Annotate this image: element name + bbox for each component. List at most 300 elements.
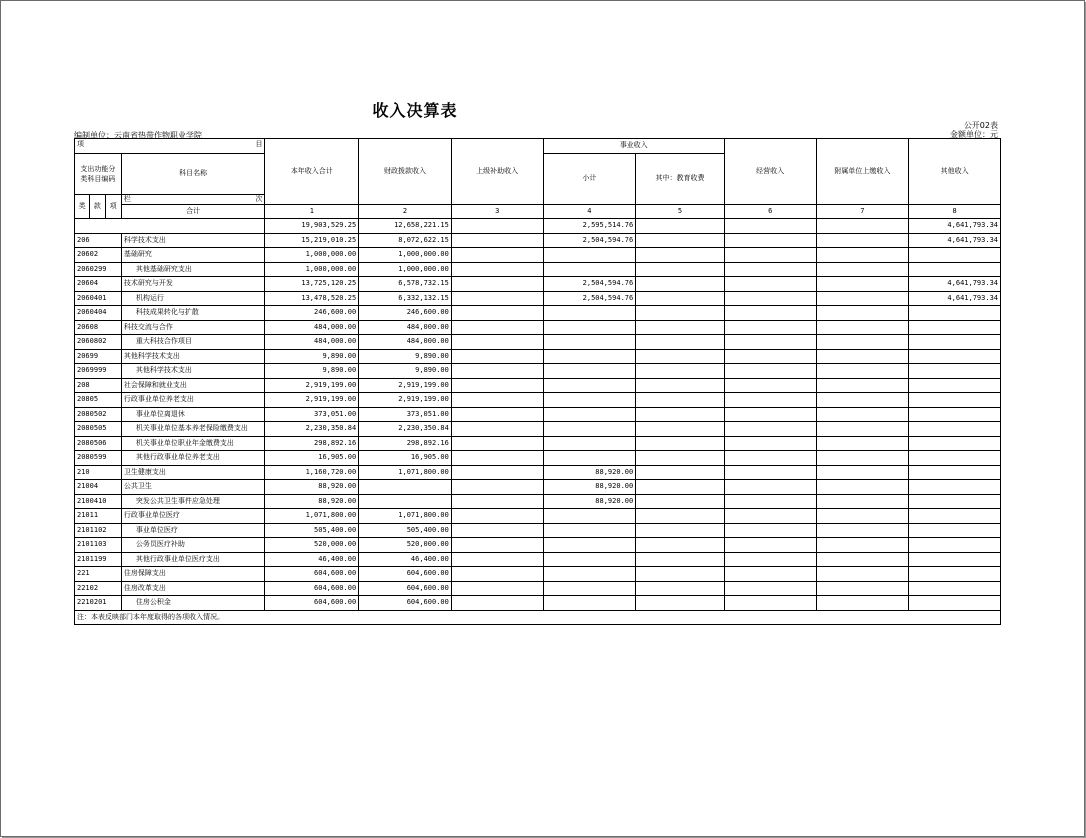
row-value: 1,071,800.00: [359, 465, 452, 480]
row-value: 88,920.00: [543, 465, 636, 480]
row-value: [636, 407, 725, 422]
row-name: 公共卫生: [121, 480, 265, 495]
row-value: 88,920.00: [265, 494, 359, 509]
row-value: [724, 291, 816, 306]
row-value: [636, 538, 725, 553]
row-value: 246,600.00: [265, 306, 359, 321]
row-value: [724, 451, 816, 466]
row-value: 2,919,199.00: [359, 393, 452, 408]
row-value: [543, 523, 636, 538]
table-row: [75, 480, 1001, 495]
col-number: 5: [636, 204, 725, 219]
row-name: 其他科学技术支出: [121, 364, 265, 379]
row-value: 604,600.00: [265, 581, 359, 596]
row-name: 公务员医疗补助: [121, 538, 265, 553]
row-code: 2080599: [75, 451, 122, 466]
row-value: [636, 364, 725, 379]
row-value: [816, 480, 909, 495]
row-value: 8,072,622.15: [359, 233, 452, 248]
row-name: 住房改革支出: [121, 581, 265, 596]
row-value: [816, 538, 909, 553]
table-row: [75, 523, 1001, 538]
table-row: [75, 422, 1001, 437]
table-row: [75, 465, 1001, 480]
row-value: 9,890.00: [359, 349, 452, 364]
row-value: [909, 248, 1001, 263]
row-value: [543, 393, 636, 408]
row-value: [816, 262, 909, 277]
row-value: [451, 538, 543, 553]
row-value: [909, 567, 1001, 582]
row-code: 2210201: [75, 596, 122, 611]
row-value: [909, 538, 1001, 553]
row-value: [359, 480, 452, 495]
row-value: [724, 422, 816, 437]
row-value: [451, 451, 543, 466]
row-value: [543, 451, 636, 466]
row-value: [451, 552, 543, 567]
row-value: [451, 436, 543, 451]
row-value: 2,230,350.84: [265, 422, 359, 437]
row-value: [724, 277, 816, 292]
row-value: [451, 349, 543, 364]
row-value: [909, 393, 1001, 408]
row-value: [909, 451, 1001, 466]
row-value: 1,071,800.00: [265, 509, 359, 524]
row-value: [451, 465, 543, 480]
row-value: [451, 567, 543, 582]
header-lei: 类: [75, 194, 90, 219]
row-name: 社会保障和就业支出: [121, 378, 265, 393]
table-row: [75, 393, 1001, 408]
row-value: [451, 407, 543, 422]
row-value: [636, 335, 725, 350]
row-value: [816, 422, 909, 437]
totals-row: [75, 219, 1001, 234]
row-code: 2069999: [75, 364, 122, 379]
row-value: [451, 581, 543, 596]
row-value: [359, 494, 452, 509]
row-value: [724, 407, 816, 422]
row-value: 2,919,199.00: [265, 378, 359, 393]
row-value: [636, 494, 725, 509]
row-code: 2060802: [75, 335, 122, 350]
row-value: [451, 393, 543, 408]
row-value: [909, 364, 1001, 379]
row-value: [636, 552, 725, 567]
table-row: [75, 364, 1001, 379]
row-value: [543, 378, 636, 393]
table-note: 注：本表反映部门本年度取得的各项收入情况。: [75, 610, 1001, 625]
row-value: [816, 596, 909, 611]
col-number: 6: [724, 204, 816, 219]
note-row: [75, 610, 1001, 625]
row-code: 21011: [75, 509, 122, 524]
row-value: [636, 320, 725, 335]
row-value: [636, 523, 725, 538]
row-value: [816, 248, 909, 263]
row-value: 46,400.00: [265, 552, 359, 567]
row-value: [543, 320, 636, 335]
row-value: [724, 596, 816, 611]
table-row: [75, 277, 1001, 292]
header-operating: 经营收入: [724, 139, 816, 205]
col-number: 4: [543, 204, 636, 219]
row-code: 20608: [75, 320, 122, 335]
row-code: 20699: [75, 349, 122, 364]
row-value: 2,504,594.76: [543, 277, 636, 292]
row-value: [636, 262, 725, 277]
header-xiang: 项: [105, 194, 121, 219]
row-value: [543, 364, 636, 379]
row-value: [816, 233, 909, 248]
total-cell: 19,903,529.25: [265, 219, 359, 234]
row-value: 2,919,199.00: [265, 393, 359, 408]
row-value: [724, 523, 816, 538]
row-value: 484,000.00: [265, 335, 359, 350]
col-number: 1: [265, 204, 359, 219]
row-value: [909, 523, 1001, 538]
row-value: [451, 480, 543, 495]
table-row: [75, 451, 1001, 466]
header-total: 本年收入合计: [265, 139, 359, 205]
row-code: 2101102: [75, 523, 122, 538]
row-value: 1,000,000.00: [265, 248, 359, 263]
row-value: [724, 233, 816, 248]
row-value: 298,892.16: [359, 436, 452, 451]
table-row: [75, 349, 1001, 364]
totals-row-label: [75, 219, 265, 234]
row-value: [816, 320, 909, 335]
row-value: 9,890.00: [265, 364, 359, 379]
row-code: 20604: [75, 277, 122, 292]
row-value: [724, 393, 816, 408]
row-value: [816, 523, 909, 538]
row-value: [636, 465, 725, 480]
lan-label: 栏: [123, 194, 131, 203]
row-value: [909, 581, 1001, 596]
row-code: 221: [75, 567, 122, 582]
table-row: [75, 407, 1001, 422]
form-number: 公开02表: [963, 121, 998, 130]
total-cell: [451, 219, 543, 234]
row-value: 484,000.00: [265, 320, 359, 335]
row-value: [636, 378, 725, 393]
table-row: [75, 335, 1001, 350]
row-value: 16,905.00: [359, 451, 452, 466]
row-value: 46,400.00: [359, 552, 452, 567]
organization-label: 编制单位：云南省热带作物职业学院: [74, 131, 202, 140]
header-lan-ci: [121, 194, 265, 204]
row-code: 2101199: [75, 552, 122, 567]
row-value: [636, 581, 725, 596]
row-value: 604,600.00: [359, 581, 452, 596]
table-row: [75, 233, 1001, 248]
row-value: [909, 422, 1001, 437]
row-value: 373,051.00: [359, 407, 452, 422]
row-name: 突发公共卫生事件应急处理: [121, 494, 265, 509]
row-value: [909, 306, 1001, 321]
row-name: 机关事业单位基本养老保险缴费支出: [121, 422, 265, 437]
row-value: [909, 494, 1001, 509]
row-name: 其他基础研究支出: [121, 262, 265, 277]
row-value: [724, 567, 816, 582]
row-value: [816, 465, 909, 480]
row-value: [816, 509, 909, 524]
total-cell: 4,641,793.34: [909, 219, 1001, 234]
row-value: [909, 480, 1001, 495]
mu-label: 目: [255, 140, 263, 148]
row-value: 484,000.00: [359, 335, 452, 350]
row-value: [451, 335, 543, 350]
row-name: 其他行政事业单位医疗支出: [121, 552, 265, 567]
row-value: [543, 422, 636, 437]
header-affiliated: 附属单位上缴收入: [816, 139, 909, 205]
row-value: [451, 262, 543, 277]
table-row: [75, 320, 1001, 335]
row-value: [636, 277, 725, 292]
row-value: [636, 509, 725, 524]
row-value: 88,920.00: [543, 494, 636, 509]
total-cell: 2,595,514.76: [543, 219, 636, 234]
row-value: [909, 378, 1001, 393]
row-value: [543, 509, 636, 524]
total-cell: [816, 219, 909, 234]
row-code: 206: [75, 233, 122, 248]
page-title: 收入决算表: [372, 101, 458, 120]
table-row: [75, 248, 1001, 263]
row-value: [724, 378, 816, 393]
row-value: 373,051.00: [265, 407, 359, 422]
row-value: [724, 335, 816, 350]
col-number: 3: [451, 204, 543, 219]
row-value: [543, 567, 636, 582]
row-value: [543, 538, 636, 553]
table-row: [75, 581, 1001, 596]
row-value: [451, 494, 543, 509]
row-name: 科技成果转化与扩散: [121, 306, 265, 321]
row-value: [909, 320, 1001, 335]
table-row: [75, 291, 1001, 306]
header-fiscal: 财政拨款收入: [359, 139, 452, 205]
row-code: 208: [75, 378, 122, 393]
row-code: 21004: [75, 480, 122, 495]
row-value: [636, 436, 725, 451]
row-value: [724, 248, 816, 263]
row-code: 2101103: [75, 538, 122, 553]
table-row: [75, 567, 1001, 582]
table-row: [75, 538, 1001, 553]
row-value: [543, 306, 636, 321]
table-row: [75, 552, 1001, 567]
row-value: 505,400.00: [359, 523, 452, 538]
row-value: [724, 581, 816, 596]
row-value: 604,600.00: [265, 567, 359, 582]
row-value: [451, 596, 543, 611]
row-value: 246,600.00: [359, 306, 452, 321]
row-value: [451, 320, 543, 335]
row-name: 机构运行: [121, 291, 265, 306]
row-value: [909, 509, 1001, 524]
header-name: 科目名称: [121, 153, 265, 194]
row-value: [543, 248, 636, 263]
row-value: [909, 407, 1001, 422]
row-value: [543, 335, 636, 350]
row-value: 484,000.00: [359, 320, 452, 335]
row-value: 13,478,520.25: [265, 291, 359, 306]
row-value: [636, 422, 725, 437]
header-kuan: 款: [90, 194, 105, 219]
row-value: 6,332,132.15: [359, 291, 452, 306]
row-code: 2060299: [75, 262, 122, 277]
row-value: 4,641,793.34: [909, 233, 1001, 248]
row-value: 1,071,800.00: [359, 509, 452, 524]
row-name: 行政事业单位医疗: [121, 509, 265, 524]
row-value: [816, 393, 909, 408]
total-label: 合计: [121, 204, 265, 219]
table-row: [75, 436, 1001, 451]
row-value: 15,219,010.25: [265, 233, 359, 248]
row-value: [724, 494, 816, 509]
row-name: 事业单位医疗: [121, 523, 265, 538]
row-name: 卫生健康支出: [121, 465, 265, 480]
row-value: [636, 306, 725, 321]
row-value: 9,890.00: [359, 364, 452, 379]
row-code: 2060404: [75, 306, 122, 321]
row-value: 13,725,120.25: [265, 277, 359, 292]
row-value: 88,920.00: [543, 480, 636, 495]
row-value: [636, 596, 725, 611]
row-value: 88,920.00: [265, 480, 359, 495]
row-value: 505,400.00: [265, 523, 359, 538]
row-code: 210: [75, 465, 122, 480]
row-value: 9,890.00: [265, 349, 359, 364]
row-value: [451, 277, 543, 292]
row-value: [816, 494, 909, 509]
row-value: 298,892.16: [265, 436, 359, 451]
row-name: 事业单位离退休: [121, 407, 265, 422]
row-value: [451, 306, 543, 321]
total-cell: [636, 219, 725, 234]
table-row: [75, 306, 1001, 321]
row-value: [636, 349, 725, 364]
row-value: [451, 233, 543, 248]
row-value: [909, 349, 1001, 364]
row-value: [724, 349, 816, 364]
row-value: [724, 552, 816, 567]
row-name: 基础研究: [121, 248, 265, 263]
row-value: 16,905.00: [265, 451, 359, 466]
row-value: [909, 552, 1001, 567]
row-value: 1,000,000.00: [359, 262, 452, 277]
row-name: 行政事业单位养老支出: [121, 393, 265, 408]
amount-unit-label: 金额单位：元: [950, 130, 998, 139]
row-value: 6,578,732.15: [359, 277, 452, 292]
row-value: 4,641,793.34: [909, 277, 1001, 292]
row-value: [816, 277, 909, 292]
row-code: 20602: [75, 248, 122, 263]
row-code: 2100410: [75, 494, 122, 509]
row-value: [724, 465, 816, 480]
row-value: [543, 581, 636, 596]
row-value: [636, 480, 725, 495]
row-name: 技术研究与开发: [121, 277, 265, 292]
row-code: 20805: [75, 393, 122, 408]
row-value: 604,600.00: [265, 596, 359, 611]
row-value: [451, 378, 543, 393]
row-code: 2080506: [75, 436, 122, 451]
row-value: [816, 335, 909, 350]
row-code: 22102: [75, 581, 122, 596]
row-value: [451, 523, 543, 538]
table-row: [75, 596, 1001, 611]
income-table: [74, 138, 1001, 625]
row-value: [816, 306, 909, 321]
header-superior: 上级补助收入: [451, 139, 543, 205]
row-value: 604,600.00: [359, 567, 452, 582]
row-value: [543, 349, 636, 364]
row-name: 科技交流与合作: [121, 320, 265, 335]
row-value: [543, 596, 636, 611]
row-value: [451, 291, 543, 306]
col-number: 2: [359, 204, 452, 219]
row-value: 520,000.00: [359, 538, 452, 553]
row-value: 604,600.00: [359, 596, 452, 611]
row-value: [724, 262, 816, 277]
row-code: 2080502: [75, 407, 122, 422]
row-value: 520,000.00: [265, 538, 359, 553]
row-value: [816, 567, 909, 582]
row-value: [636, 451, 725, 466]
total-cell: [724, 219, 816, 234]
table-row: [75, 262, 1001, 277]
row-value: [543, 407, 636, 422]
xiang-label: 项: [77, 140, 84, 148]
total-cell: 12,658,221.15: [359, 219, 452, 234]
row-value: [636, 248, 725, 263]
header-other: 其他收入: [909, 139, 1001, 205]
row-value: 2,230,350.84: [359, 422, 452, 437]
table-row: [75, 378, 1001, 393]
row-value: [636, 567, 725, 582]
table-row: [75, 509, 1001, 524]
row-value: [909, 335, 1001, 350]
row-value: [816, 291, 909, 306]
row-value: [909, 262, 1001, 277]
row-value: [451, 422, 543, 437]
col-number: 7: [816, 204, 909, 219]
row-value: 1,160,720.00: [265, 465, 359, 480]
row-name: 重大科技合作项目: [121, 335, 265, 350]
row-value: [451, 364, 543, 379]
row-name: 机关事业单位职业年金缴费支出: [121, 436, 265, 451]
row-value: 2,919,199.00: [359, 378, 452, 393]
row-value: [724, 306, 816, 321]
row-value: [636, 291, 725, 306]
row-name: 住房公积金: [121, 596, 265, 611]
row-value: [816, 436, 909, 451]
row-value: [816, 349, 909, 364]
row-value: [909, 465, 1001, 480]
row-value: 1,000,000.00: [359, 248, 452, 263]
col-number: 8: [909, 204, 1001, 219]
row-value: 2,504,594.76: [543, 233, 636, 248]
row-value: [543, 436, 636, 451]
row-value: [816, 451, 909, 466]
row-value: [543, 552, 636, 567]
row-code: 2080505: [75, 422, 122, 437]
table-row: [75, 494, 1001, 509]
